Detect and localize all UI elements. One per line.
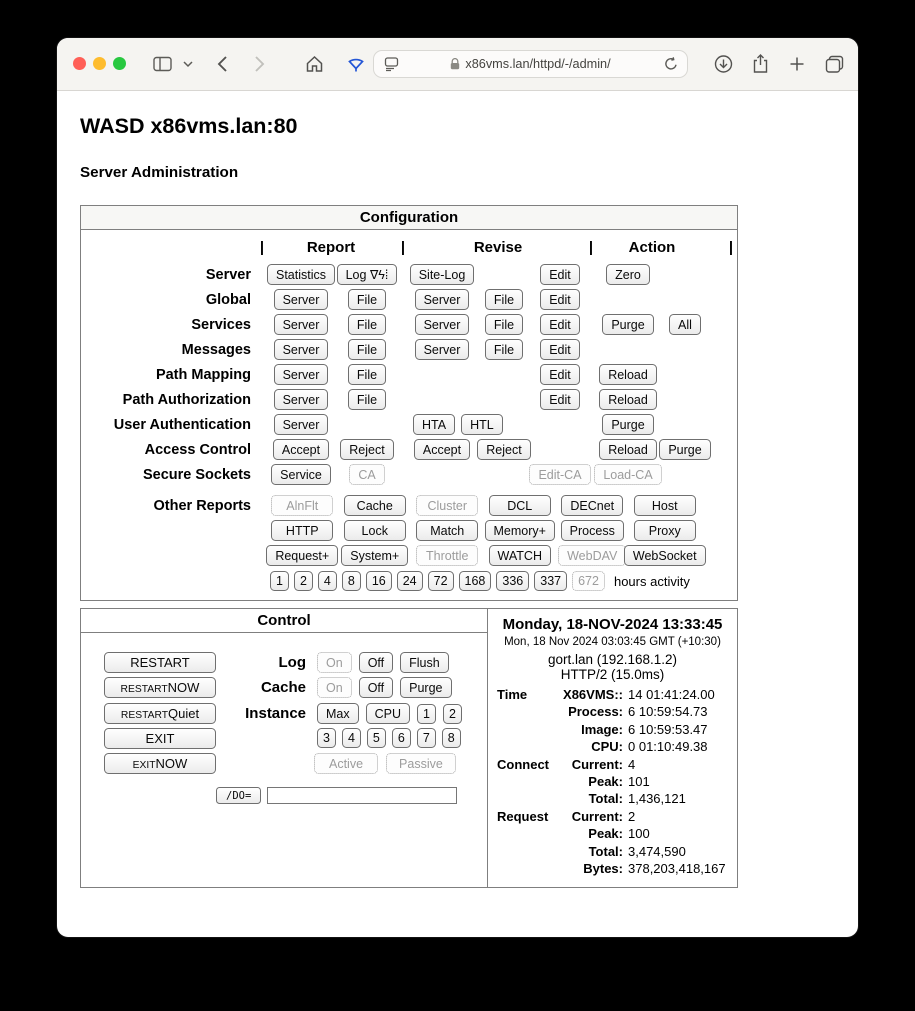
path-mapping-report-server-button[interactable]: Server bbox=[274, 364, 329, 385]
status-value: 14 01:41:24.00 bbox=[628, 687, 715, 702]
control-header: Control bbox=[81, 609, 487, 633]
column-action: Action bbox=[628, 238, 676, 256]
server-report-log-button[interactable]: Log ∇ϟ⁞ bbox=[337, 264, 398, 285]
instance-2-button[interactable]: 2 bbox=[443, 704, 462, 724]
log-label: Log bbox=[278, 654, 306, 671]
cache-on-button: On bbox=[317, 677, 352, 698]
status-group-label bbox=[497, 703, 555, 720]
instance-number-row bbox=[317, 728, 461, 748]
report-memory-button[interactable]: Memory+ bbox=[485, 520, 555, 541]
services-all-button[interactable]: All bbox=[669, 314, 701, 335]
column-separator: | bbox=[728, 238, 734, 256]
status-value: 1,436,121 bbox=[628, 791, 686, 807]
configuration-header: Configuration bbox=[81, 206, 737, 230]
hours-activity-label: hours activity bbox=[613, 573, 690, 589]
row-label: Secure Sockets bbox=[142, 466, 251, 483]
log-control-row bbox=[220, 652, 449, 673]
instance-6-button[interactable]: 6 bbox=[392, 728, 411, 748]
status-value: 6 10:59:54.73 bbox=[628, 704, 708, 720]
global-revise-file-button[interactable]: File bbox=[485, 289, 523, 310]
user-auth-purge-button[interactable]: Purge bbox=[602, 414, 653, 435]
restart-now-button[interactable]: RESTARTNOW bbox=[104, 677, 216, 698]
report-websocket-button[interactable]: WebSocket bbox=[624, 545, 706, 566]
status-metrics bbox=[488, 686, 737, 877]
protocol-info: HTTP/2 (15.0ms) bbox=[560, 667, 665, 682]
report-decnet-button[interactable]: DECnet bbox=[561, 495, 623, 516]
status-key: CPU: bbox=[591, 739, 623, 755]
status-key: Bytes: bbox=[583, 861, 623, 877]
hours-336-button[interactable]: 336 bbox=[496, 571, 529, 591]
status-group-label: Time bbox=[497, 687, 528, 702]
status-value: 6 10:59:53.47 bbox=[628, 721, 708, 737]
instance-active-button: Active bbox=[314, 753, 378, 774]
status-value: 3,474,590 bbox=[628, 843, 686, 859]
services-revise-server-button[interactable]: Server bbox=[415, 314, 470, 335]
access-revise-accept-button[interactable]: Accept bbox=[414, 439, 470, 460]
instance-label: Instance bbox=[245, 705, 306, 722]
status-key: Image: bbox=[581, 721, 623, 737]
report-throttle-button: Throttle bbox=[416, 545, 478, 566]
status-group-label: Connect bbox=[497, 756, 549, 772]
config-row-secure-sockets bbox=[81, 462, 737, 487]
column-revise: Revise bbox=[473, 238, 523, 256]
report-request-button[interactable]: Request+ bbox=[266, 545, 338, 566]
other-reports-label: Other Reports bbox=[153, 498, 251, 514]
row-label: Path Authorization bbox=[122, 391, 251, 408]
status-group-label bbox=[497, 773, 555, 790]
page-subtitle: Server Administration bbox=[80, 164, 239, 181]
url-display bbox=[374, 51, 687, 77]
status-group-label: Request bbox=[497, 808, 549, 824]
hours-672-button: 672 bbox=[572, 571, 605, 591]
report-dcl-button[interactable]: DCL bbox=[489, 495, 551, 516]
status-group-label bbox=[497, 721, 555, 738]
config-row-user-authentication bbox=[81, 412, 737, 437]
report-http-button[interactable]: HTTP bbox=[271, 520, 333, 541]
minimize-window-button[interactable] bbox=[93, 57, 106, 70]
hours-337-button[interactable]: 337 bbox=[534, 571, 567, 591]
instance-3-button[interactable]: 3 bbox=[317, 728, 336, 748]
report-cache-button[interactable]: Cache bbox=[344, 495, 406, 516]
do-command-row bbox=[216, 787, 457, 804]
share-icon[interactable] bbox=[752, 54, 769, 74]
report-host-button[interactable]: Host bbox=[634, 495, 696, 516]
new-tab-icon[interactable] bbox=[789, 56, 805, 72]
control-panel bbox=[81, 609, 488, 887]
cache-off-button[interactable]: Off bbox=[359, 677, 393, 698]
status-value: 378,203,418,167 bbox=[628, 861, 726, 877]
lock-icon bbox=[450, 58, 460, 70]
instance-4-button[interactable]: 4 bbox=[342, 728, 361, 748]
status-value: 4 bbox=[628, 756, 636, 772]
hours-8-button[interactable]: 8 bbox=[342, 571, 361, 591]
browser-toolbar bbox=[57, 38, 858, 91]
services-edit-button[interactable]: Edit bbox=[540, 314, 580, 335]
path-mapping-reload-button[interactable]: Reload bbox=[599, 364, 657, 385]
services-report-file-button[interactable]: File bbox=[348, 314, 386, 335]
row-label: Path Mapping bbox=[155, 366, 251, 383]
row-label: Global bbox=[205, 291, 251, 308]
gmt-datetime: Mon, 18 Nov 2024 03:03:45 GMT (+10:30) bbox=[504, 636, 721, 648]
url-text: x86vms.lan/httpd/-/admin/ bbox=[465, 57, 611, 71]
cache-control-row bbox=[220, 677, 452, 698]
report-watch-button[interactable]: WATCH bbox=[489, 545, 551, 566]
config-row-messages bbox=[81, 337, 737, 362]
path-auth-edit-button[interactable]: Edit bbox=[540, 389, 580, 410]
instance-passive-button: Passive bbox=[386, 753, 456, 774]
column-separator: | bbox=[259, 238, 265, 256]
user-auth-htl-button[interactable]: HTL bbox=[461, 414, 503, 435]
back-icon[interactable] bbox=[217, 56, 228, 73]
report-webdav-button: WebDAV bbox=[558, 545, 626, 566]
server-control-buttons bbox=[104, 652, 216, 778]
status-key: Process: bbox=[568, 704, 623, 720]
row-label: Messages bbox=[181, 341, 251, 358]
status-panel bbox=[488, 609, 737, 887]
ssl-load-ca-button: Load-CA bbox=[594, 464, 661, 485]
path-mapping-edit-button[interactable]: Edit bbox=[540, 364, 580, 385]
messages-revise-server-button[interactable]: Server bbox=[415, 339, 470, 360]
control-status-panel bbox=[80, 608, 738, 888]
status-value: 101 bbox=[628, 774, 650, 790]
configuration-column-headers bbox=[81, 236, 737, 258]
client-host: gort.lan (192.168.1.2) bbox=[547, 652, 678, 667]
close-window-button[interactable] bbox=[73, 57, 86, 70]
access-report-reject-button[interactable]: Reject bbox=[340, 439, 393, 460]
status-group-label bbox=[497, 738, 555, 755]
status-key: Current: bbox=[571, 756, 623, 772]
status-value: 100 bbox=[628, 826, 650, 842]
zoom-window-button[interactable] bbox=[113, 57, 126, 70]
reload-icon[interactable] bbox=[664, 57, 678, 72]
home-icon[interactable] bbox=[305, 55, 324, 73]
instance-mode-row bbox=[314, 753, 456, 774]
hours-4-button[interactable]: 4 bbox=[318, 571, 337, 591]
exit-now-button[interactable]: EXITNOW bbox=[104, 753, 216, 774]
services-revise-file-button[interactable]: File bbox=[485, 314, 523, 335]
user-auth-hta-button[interactable]: HTA bbox=[413, 414, 455, 435]
config-row-access-control bbox=[81, 437, 737, 462]
restart-button[interactable]: RESTART bbox=[104, 652, 216, 673]
path-auth-reload-button[interactable]: Reload bbox=[599, 389, 657, 410]
row-label: Access Control bbox=[144, 441, 251, 458]
config-row-services bbox=[81, 312, 737, 337]
exit-button[interactable]: EXIT bbox=[104, 728, 216, 749]
global-report-file-button[interactable]: File bbox=[348, 289, 386, 310]
instance-cpu-button[interactable]: CPU bbox=[366, 703, 410, 724]
column-report: Report bbox=[306, 238, 356, 256]
do-command-input[interactable] bbox=[267, 787, 457, 804]
restart-quiet-button[interactable]: RESTARTQuiet bbox=[104, 703, 216, 724]
report-system-button[interactable]: System+ bbox=[341, 545, 408, 566]
hours-1-button[interactable]: 1 bbox=[270, 571, 289, 591]
configuration-panel bbox=[80, 205, 738, 601]
ssl-edit-ca-button: Edit-CA bbox=[529, 464, 590, 485]
wipr-extension-icon[interactable] bbox=[346, 55, 366, 73]
cache-purge-button[interactable]: Purge bbox=[400, 677, 451, 698]
log-flush-button[interactable]: Flush bbox=[400, 652, 449, 673]
page-title: WASD x86vms.lan:80 bbox=[80, 114, 298, 138]
downloads-icon[interactable] bbox=[714, 55, 733, 74]
access-purge-button[interactable]: Purge bbox=[659, 439, 710, 460]
config-row-global bbox=[81, 287, 737, 312]
hours-168-button[interactable]: 168 bbox=[459, 571, 492, 591]
instance-8-button[interactable]: 8 bbox=[442, 728, 461, 748]
config-row-server bbox=[81, 262, 737, 287]
local-datetime: Monday, 18-NOV-2024 13:33:45 bbox=[502, 616, 723, 633]
report-alnflt-button: AlnFlt bbox=[271, 495, 333, 516]
services-purge-button[interactable]: Purge bbox=[602, 314, 653, 335]
status-key: Total: bbox=[588, 791, 623, 807]
status-key: Peak: bbox=[588, 774, 623, 790]
status-key: Total: bbox=[588, 843, 623, 859]
status-key: X86VMS:: bbox=[563, 687, 623, 702]
column-separator: | bbox=[400, 238, 406, 256]
report-lock-button[interactable]: Lock bbox=[344, 520, 406, 541]
instance-7-button[interactable]: 7 bbox=[417, 728, 436, 748]
log-off-button[interactable]: Off bbox=[359, 652, 393, 673]
config-row-path-mapping bbox=[81, 362, 737, 387]
do-button[interactable]: /DO= bbox=[216, 787, 261, 804]
hours-72-button[interactable]: 72 bbox=[428, 571, 454, 591]
status-group-label bbox=[497, 825, 555, 842]
path-auth-report-file-button[interactable]: File bbox=[348, 389, 386, 410]
ssl-ca-button: CA bbox=[349, 464, 384, 485]
browser-window bbox=[57, 38, 858, 937]
hours-activity-row bbox=[270, 571, 737, 591]
instance-5-button[interactable]: 5 bbox=[367, 728, 386, 748]
other-reports-section bbox=[81, 495, 737, 566]
row-label: Server bbox=[205, 266, 251, 283]
instance-1-button[interactable]: 1 bbox=[417, 704, 436, 724]
status-group-label bbox=[497, 860, 555, 877]
chevron-down-icon[interactable] bbox=[183, 61, 193, 68]
status-key: Peak: bbox=[588, 826, 623, 842]
instance-control-row bbox=[220, 703, 462, 724]
tab-overview-icon[interactable] bbox=[825, 55, 844, 73]
hours-2-button[interactable]: 2 bbox=[294, 571, 313, 591]
server-revise-sitelog-button[interactable]: Site-Log bbox=[410, 264, 475, 285]
messages-report-server-button[interactable]: Server bbox=[274, 339, 329, 360]
report-match-button[interactable]: Match bbox=[416, 520, 478, 541]
status-value: 2 bbox=[628, 808, 636, 824]
status-group-label bbox=[497, 790, 555, 807]
path-auth-report-server-button[interactable]: Server bbox=[274, 389, 329, 410]
global-revise-server-button[interactable]: Server bbox=[415, 289, 470, 310]
report-proxy-button[interactable]: Proxy bbox=[634, 520, 696, 541]
status-value: 0 01:10:49.38 bbox=[628, 739, 708, 755]
messages-report-file-button[interactable]: File bbox=[348, 339, 386, 360]
server-edit-button[interactable]: Edit bbox=[540, 264, 580, 285]
column-separator: | bbox=[588, 238, 594, 256]
access-revise-reject-button[interactable]: Reject bbox=[477, 439, 530, 460]
instance-max-button[interactable]: Max bbox=[317, 703, 359, 724]
report-cluster-button: Cluster bbox=[416, 495, 478, 516]
cache-label: Cache bbox=[260, 679, 306, 696]
config-row-path-authorization bbox=[81, 387, 737, 412]
row-label: User Authentication bbox=[113, 416, 251, 433]
server-zero-button[interactable]: Zero bbox=[606, 264, 650, 285]
report-process-button[interactable]: Process bbox=[561, 520, 624, 541]
ssl-service-button[interactable]: Service bbox=[271, 464, 331, 485]
messages-edit-button[interactable]: Edit bbox=[540, 339, 580, 360]
path-mapping-report-file-button[interactable]: File bbox=[348, 364, 386, 385]
status-group-label bbox=[497, 843, 555, 860]
other-reports-grid bbox=[266, 495, 737, 566]
row-label: Services bbox=[191, 316, 251, 333]
services-report-server-button[interactable]: Server bbox=[274, 314, 329, 335]
forward-icon[interactable] bbox=[254, 56, 265, 73]
global-report-server-button[interactable]: Server bbox=[274, 289, 329, 310]
sidebar-icon[interactable] bbox=[153, 56, 172, 72]
status-key: Current: bbox=[571, 808, 623, 824]
hours-16-button[interactable]: 16 bbox=[366, 571, 392, 591]
log-on-button: On bbox=[317, 652, 352, 673]
messages-revise-file-button[interactable]: File bbox=[485, 339, 523, 360]
address-bar[interactable] bbox=[373, 50, 688, 78]
access-reload-button[interactable]: Reload bbox=[599, 439, 657, 460]
access-report-accept-button[interactable]: Accept bbox=[273, 439, 329, 460]
global-edit-button[interactable]: Edit bbox=[540, 289, 580, 310]
user-auth-report-server-button[interactable]: Server bbox=[274, 414, 329, 435]
hours-24-button[interactable]: 24 bbox=[397, 571, 423, 591]
server-report-statistics-button[interactable]: Statistics bbox=[267, 264, 335, 285]
